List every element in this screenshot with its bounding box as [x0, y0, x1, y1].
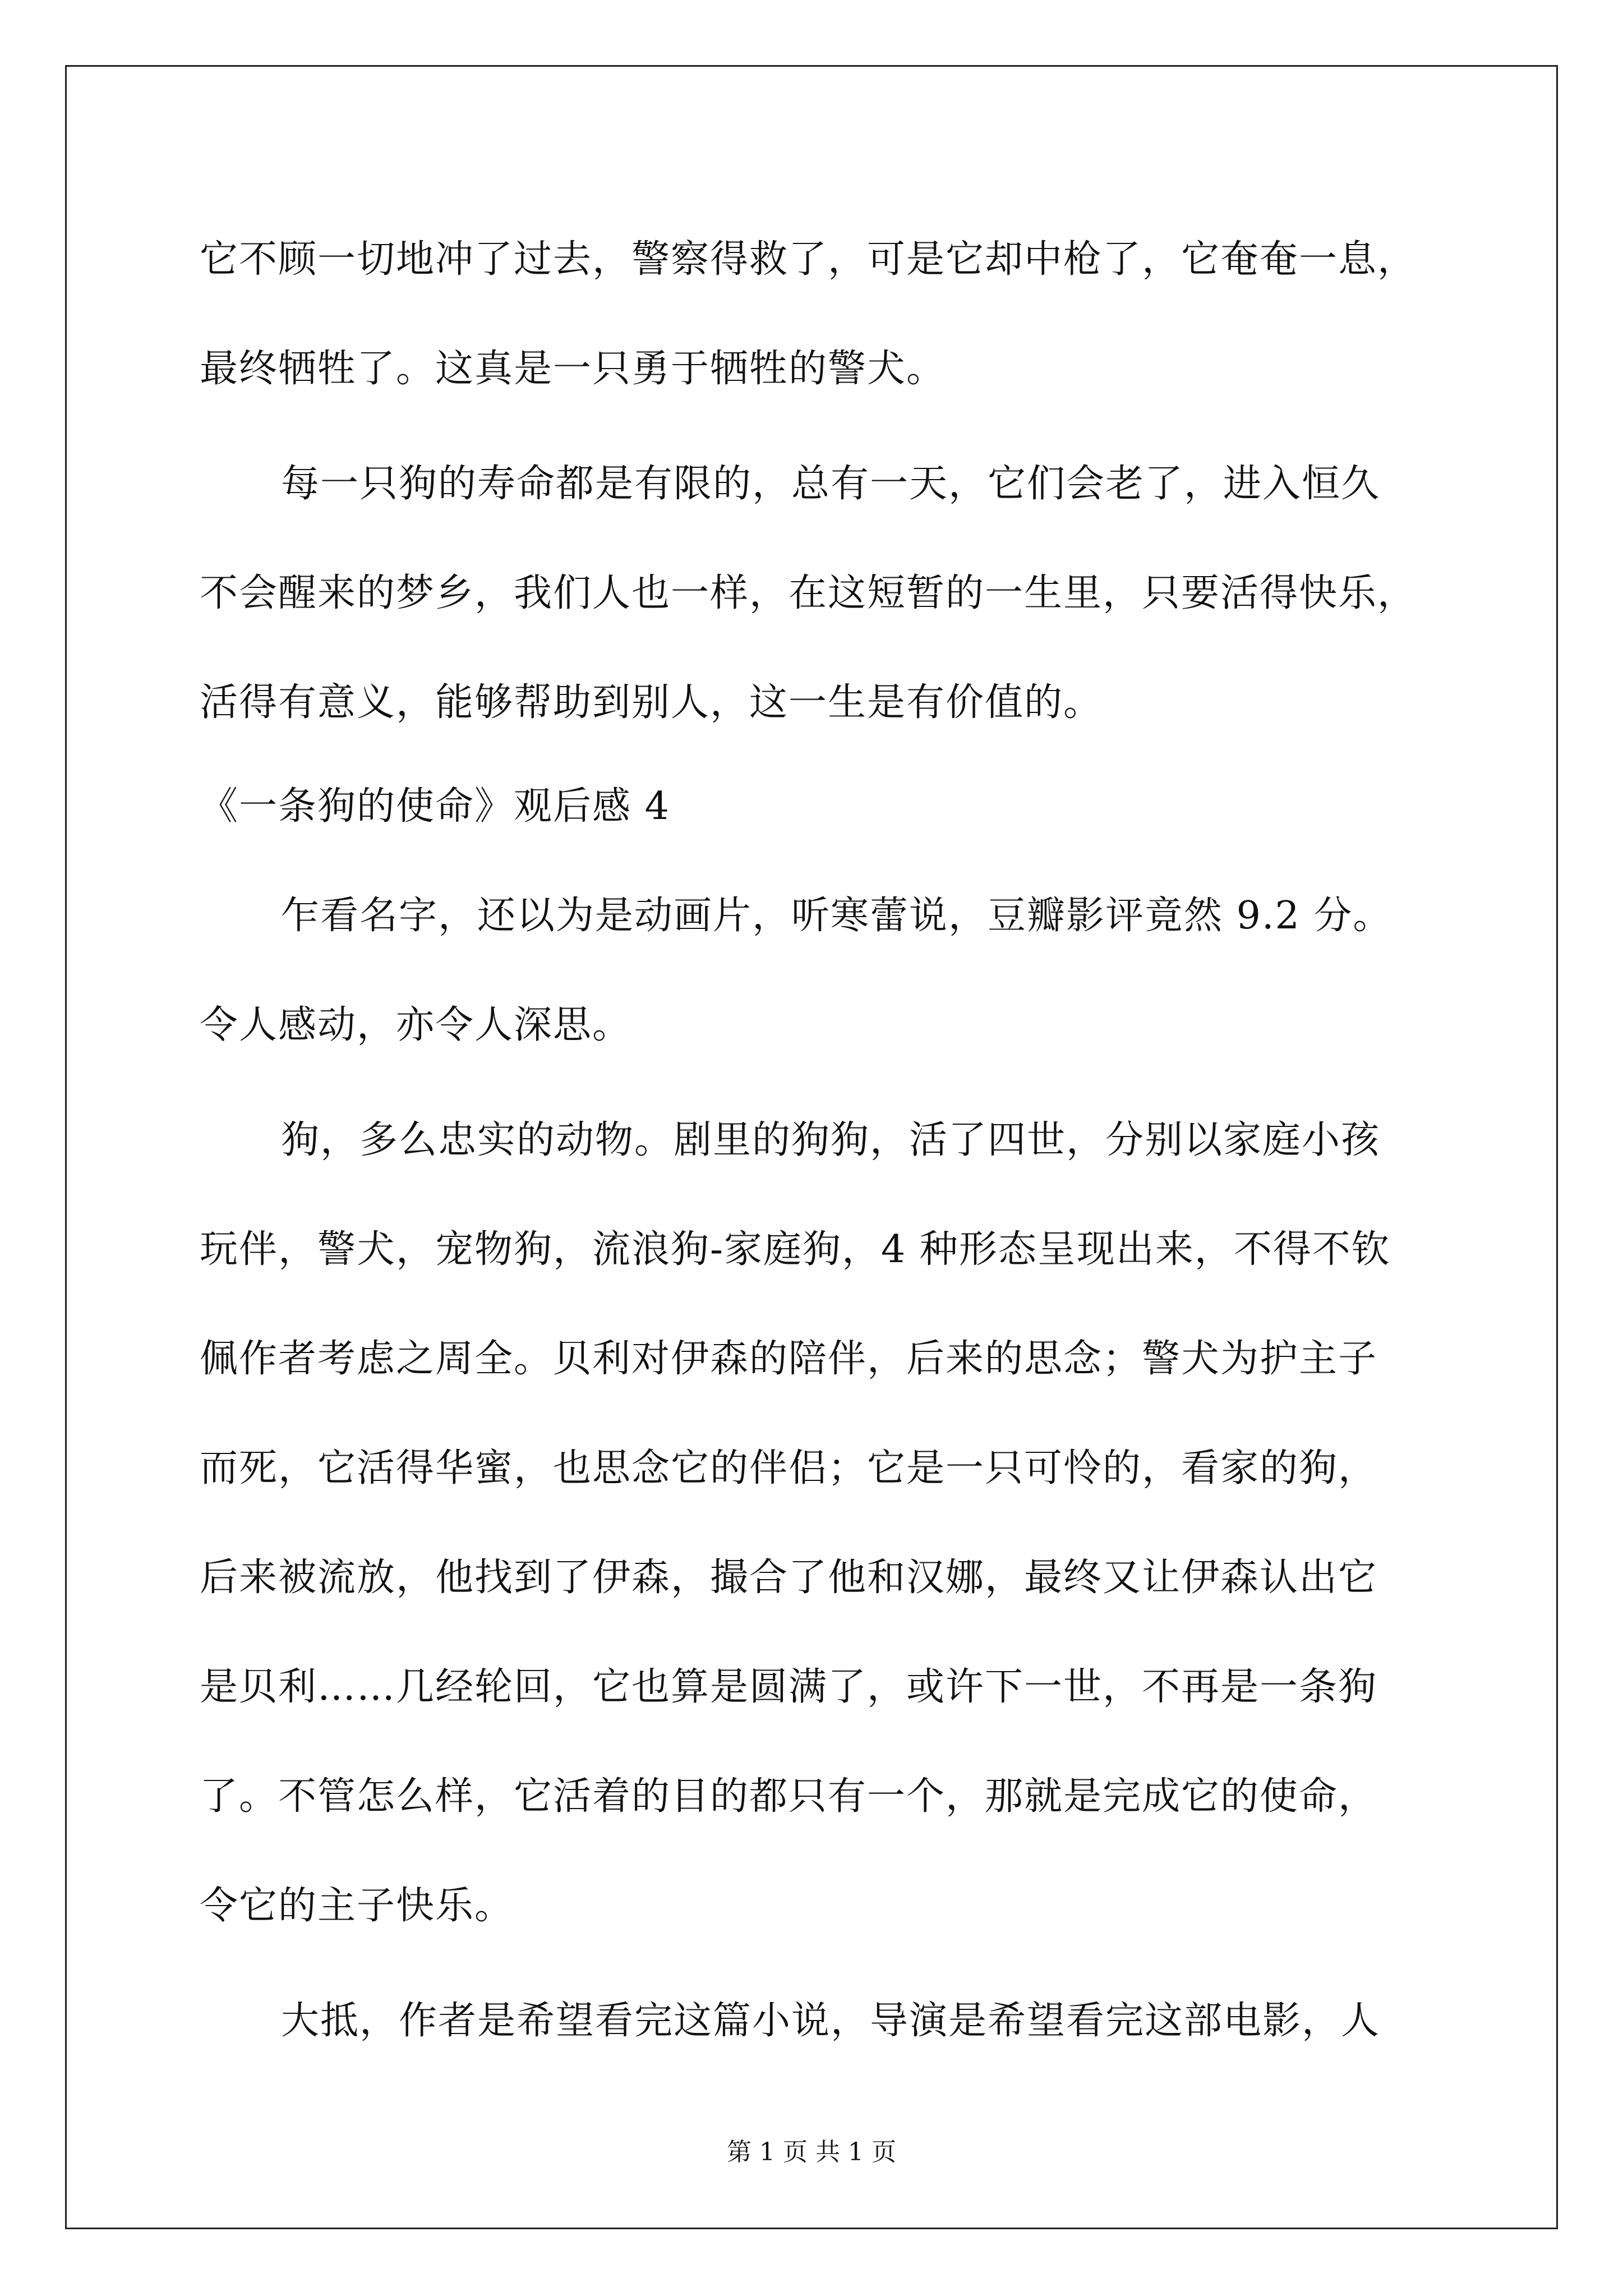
text-line: 最终牺牲了。这真是一只勇于牺牲的警犬。: [200, 347, 946, 391]
text-line: 活得有意义，能够帮助到别人，这一生是有价值的。: [200, 680, 1103, 725]
text-line: 玩伴，警犬，宠物狗，流浪狗-家庭狗，4 种形态呈现出来，不得不钦: [200, 1227, 1391, 1272]
text-line: 而死，它活得华蜜，也思念它的伴侣；它是一只可怜的，看家的狗，: [200, 1446, 1378, 1490]
paragraph-start: 每一只狗的寿命都是有限的，总有一天，它们会老了，进入恒久: [281, 462, 1381, 506]
document-body: [200, 205, 1450, 2076]
paragraph-start: 大抵，作者是希望看完这篇小说，导演是希望看完这部电影，人: [281, 1999, 1381, 2043]
text-line: 令它的主子快乐。: [200, 1884, 514, 1928]
paragraph-start: 狗，多么忠实的动物。剧里的狗狗，活了四世，分别以家庭小孩: [281, 1118, 1381, 1162]
text-line: 后来被流放，他找到了伊森，撮合了他和汉娜，最终又让伊森认出它: [200, 1556, 1378, 1600]
text-line: 它不顾一切地冲了过去，警察得救了，可是它却中枪了，它奄奄一息，: [200, 237, 1417, 282]
text-line: 佩作者考虑之周全。贝利对伊森的陪伴，后来的思念；警犬为护主子: [200, 1337, 1378, 1381]
page-footer: 第 1 页 共 1 页: [727, 2138, 896, 2166]
text-line: 令人感动，亦令人深思。: [200, 1003, 632, 1047]
paragraph-start: 乍看名字，还以为是动画片，听寒蕾说，豆瓣影评竟然 9.2 分。: [281, 894, 1393, 938]
section-heading: 《一条狗的使命》观后感 4: [200, 784, 670, 829]
text-line: 了。不管怎么样，它活着的目的都只有一个，那就是完成它的使命，: [200, 1774, 1378, 1819]
text-line: 是贝利……几经轮回，它也算是圆满了，或许下一世，不再是一条狗: [200, 1665, 1378, 1709]
text-line: 不会醒来的梦乡，我们人也一样，在这短暂的一生里，只要活得快乐，: [200, 571, 1417, 615]
